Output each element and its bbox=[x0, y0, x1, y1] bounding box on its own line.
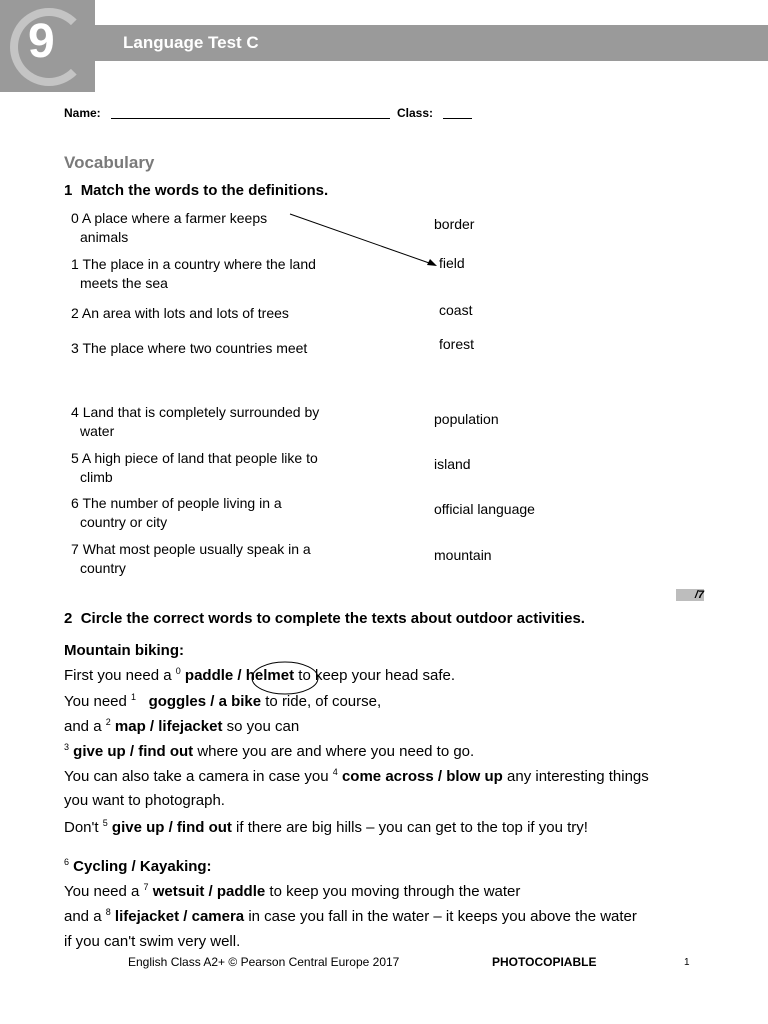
class-label: Class: bbox=[397, 106, 434, 120]
definition-1: 1 The place in a country where the land meets the sea bbox=[71, 256, 316, 291]
word-coast[interactable]: coast bbox=[439, 302, 473, 318]
definition-4: 4 Land that is completely surrounded by water bbox=[71, 404, 320, 439]
definition-6: 6 The number of people living in a country or city bbox=[71, 495, 282, 530]
page-title: Language Test C bbox=[123, 33, 259, 52]
text-line-6: you want to photograph. bbox=[64, 792, 225, 809]
mountain-biking-heading: Mountain biking: bbox=[64, 642, 184, 659]
exercise2-title bbox=[64, 610, 585, 627]
word-island[interactable]: island bbox=[434, 456, 471, 472]
name-label: Name: bbox=[64, 106, 101, 120]
exercise1-number: 1 bbox=[64, 182, 73, 199]
text-line-10: and a $^8$ lifejacket / camera in case you fall in the water – it keeps you above the water bbox=[64, 907, 637, 925]
text-line-9: You need a $^7$ wetsuit / paddle to keep you moving through the water bbox=[64, 882, 521, 900]
page-number: 1 bbox=[684, 957, 690, 968]
choice-5[interactable]: give up / find out bbox=[107, 819, 232, 836]
definition-5: 5 A high piece of land that people like to climb bbox=[71, 450, 318, 485]
choice-0[interactable]: paddle / helmet bbox=[180, 667, 295, 684]
text-line-5: You can also take a camera in case you $^4$ come across / blow up any interesting things bbox=[64, 767, 649, 785]
word-forest[interactable]: forest bbox=[439, 336, 475, 352]
choice-8[interactable]: lifejacket / camera bbox=[110, 908, 245, 925]
text-line-2: You need $^1$ goggles / a bike to ride, of course, bbox=[64, 692, 382, 710]
word-border[interactable]: border bbox=[434, 216, 475, 232]
circle-answer-icon bbox=[250, 660, 322, 696]
exercise1-instruction: Match the words to the definitions. bbox=[80, 182, 329, 199]
word-mountain[interactable]: mountain bbox=[434, 547, 492, 563]
exercise2-instruction: Circle the correct words to complete the texts about outdoor activities. bbox=[80, 610, 585, 627]
footer-photocopiable: PHOTOCOPIABLE bbox=[492, 955, 597, 969]
example-arrow-icon bbox=[0, 0, 768, 300]
word-population[interactable]: population bbox=[434, 411, 499, 427]
exercise2-number: 2 bbox=[64, 610, 73, 627]
footer-copyright: English Class A2+ © Pearson Central Europe 2017 bbox=[128, 955, 400, 969]
text-line-7: Don't $^5$ give up / find out if there are big hills – you can get to the top if you try! bbox=[64, 818, 588, 836]
choice-1[interactable]: goggles / a bike bbox=[148, 693, 262, 710]
choice-3[interactable]: give up / find out bbox=[69, 743, 194, 760]
definition-2: 2 An area with lots and lots of trees bbox=[71, 305, 289, 321]
definition-0: 0 A place where a farmer keeps animals bbox=[71, 210, 268, 245]
section-title: Vocabulary bbox=[64, 153, 155, 172]
text-line-3: and a $^2$ map / lifejacket so you can bbox=[64, 717, 300, 735]
definition-3: 3 The place where two countries meet bbox=[71, 340, 308, 356]
exercise1-score: /7 bbox=[676, 589, 704, 601]
unit-number: 9 bbox=[28, 15, 55, 68]
word-official-language[interactable]: official language bbox=[434, 501, 535, 517]
choice-4[interactable]: come across / blow up bbox=[337, 768, 503, 785]
choice-7[interactable]: wetsuit / paddle bbox=[148, 883, 266, 900]
word-field[interactable]: field bbox=[439, 255, 465, 271]
choice-2[interactable]: map / lifejacket bbox=[110, 718, 223, 735]
choice-6[interactable]: Cycling / Kayaking: bbox=[69, 858, 212, 875]
text-line-1: First you need a $^0$ paddle / helmet to keep your head safe. bbox=[64, 666, 456, 684]
text-line-8: $^6$ Cycling / Kayaking: bbox=[64, 857, 212, 875]
text-line-4: $^3$ give up / find out where you are and where you need to go. bbox=[64, 742, 475, 760]
definition-7: 7 What most people usually speak in a country bbox=[71, 541, 311, 576]
text-line-11: if you can't swim very well. bbox=[64, 933, 241, 950]
